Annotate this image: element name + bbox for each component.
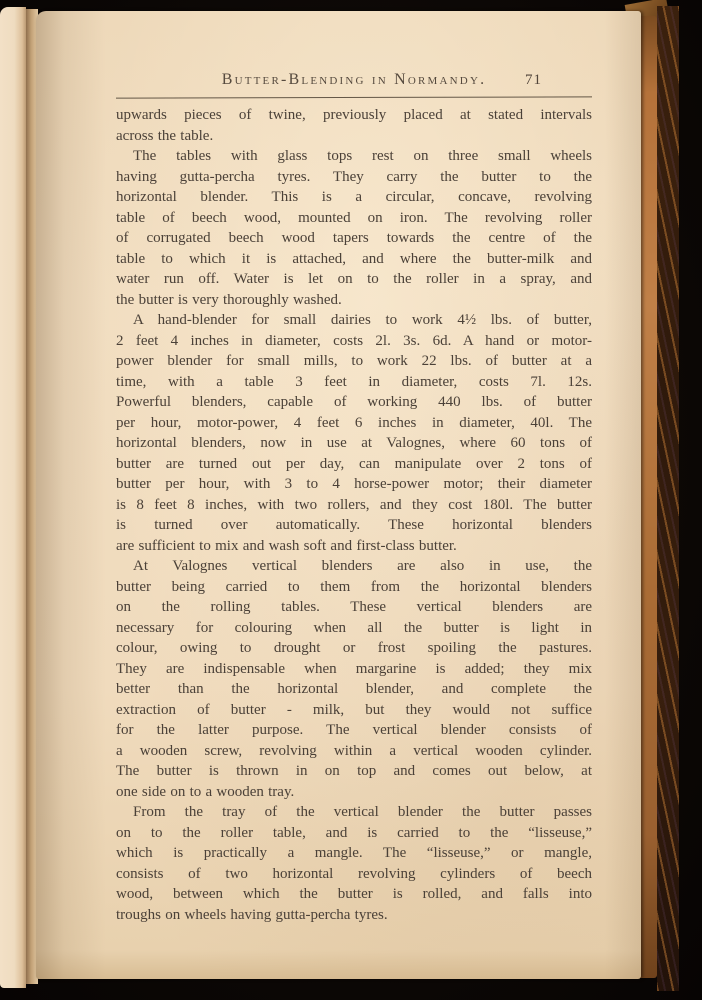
text-line: butter being carried to them from the horizontal blenders <box>116 578 592 595</box>
text-line: having gutta-percha tyres. They carry the butter to the <box>116 168 592 185</box>
text-line: They are indispensable when margarine is added; they mix <box>116 660 592 677</box>
text-line: table of beech wood, mounted on iron. The revolving roller <box>116 209 592 226</box>
text-line: for the latter purpose. The vertical blender consists of <box>116 722 592 738</box>
paragraph <box>116 556 592 802</box>
text-line: of corrugated beech wood tapers towards the centre of the <box>116 230 592 246</box>
text-line: upwards pieces of twine, previously placed at stated intervals <box>116 107 592 123</box>
text-line: butter per hour, with 3 to 4 horse-power motor; their diameter <box>116 476 592 492</box>
text-line: table to which it is attached, and where the butter-milk and <box>116 250 592 267</box>
text-line: the butter is very thoroughly washed. <box>116 291 342 308</box>
page-number: 71 <box>525 72 542 88</box>
text-line: The tables with glass tops rest on three small wheels <box>133 148 592 164</box>
text-line: Powerful blenders, capable of working 440 lbs. of butter <box>116 394 592 410</box>
text-line: water run off. Water is let on to the roller in a spray, and <box>116 271 592 287</box>
text-line: colour, owing to drought or frost spoiling the pastures. <box>116 640 592 656</box>
text-line: which is practically a mangle. The “lisseuse,” or mangle, <box>116 845 592 861</box>
running-header <box>116 71 592 93</box>
text-line: extraction of butter - milk, but they would not suffice <box>116 701 592 718</box>
paragraph <box>116 146 592 310</box>
text-line: wood, between which the butter is rolled, and falls into <box>116 886 592 902</box>
text-line: The butter is thrown in on top and comes out below, at <box>116 763 592 779</box>
text-line: one side on to a wooden tray. <box>116 783 295 800</box>
book-page <box>36 11 641 979</box>
text-line: A hand-blender for small dairies to work 4½ lbs. of butter, <box>133 312 592 328</box>
text-line: power blender for small mills, to work 22 lbs. of butter at a <box>116 353 592 369</box>
text-block <box>116 105 592 925</box>
paragraph <box>116 310 592 556</box>
text-line: across the table. <box>116 127 214 144</box>
text-line: better than the horizontal blender, and complete the <box>116 681 592 697</box>
text-line: horizontal blenders, now in use at Valognes, where 60 tons of <box>116 435 592 451</box>
facing-page-edge <box>0 7 26 988</box>
text-line: At Valognes vertical blenders are also in use, the <box>133 558 592 574</box>
paragraph <box>116 105 592 146</box>
text-line: is 8 feet 8 inches, with two rollers, and they cost 180l. The butter <box>116 496 592 513</box>
text-line: on to the roller table, and is carried to the “lisseuse,” <box>116 824 592 841</box>
text-line: consists of two horizontal revolving cylinders of beech <box>116 865 592 882</box>
book-fore-edge <box>640 16 657 978</box>
text-line: horizontal blender. This is a circular, concave, revolving <box>116 189 592 205</box>
page-content <box>116 71 592 925</box>
text-line: From the tray of the vertical blender the butter passes <box>133 804 592 820</box>
text-line: on the rolling tables. These vertical blenders are <box>116 599 592 615</box>
header-rule <box>116 96 592 98</box>
text-line: are sufficient to mix and wash soft and first-class butter. <box>116 537 457 554</box>
text-line: 2 feet 4 inches in diameter, costs 2l. 3s. 6d. A hand or motor- <box>116 332 592 349</box>
text-line: per hour, motor-power, 4 feet 6 inches in diameter, 40l. The <box>116 414 592 431</box>
marbled-cover-board <box>657 6 679 991</box>
text-line: a wooden screw, revolving within a vertical wooden cylinder. <box>116 742 592 759</box>
text-line: is turned over automatically. These horizontal blenders <box>116 517 592 533</box>
text-line: troughs on wheels having gutta-percha tyres. <box>116 906 388 923</box>
header-title: Butter-Blending in Normandy. <box>221 71 487 88</box>
paragraph <box>116 802 592 925</box>
text-line: butter are turned out per day, can manipulate over 2 tons of <box>116 455 592 472</box>
text-line: time, with a table 3 feet in diameter, costs 7l. 12s. <box>116 373 592 390</box>
text-line: necessary for colouring when all the butter is light in <box>116 619 592 636</box>
